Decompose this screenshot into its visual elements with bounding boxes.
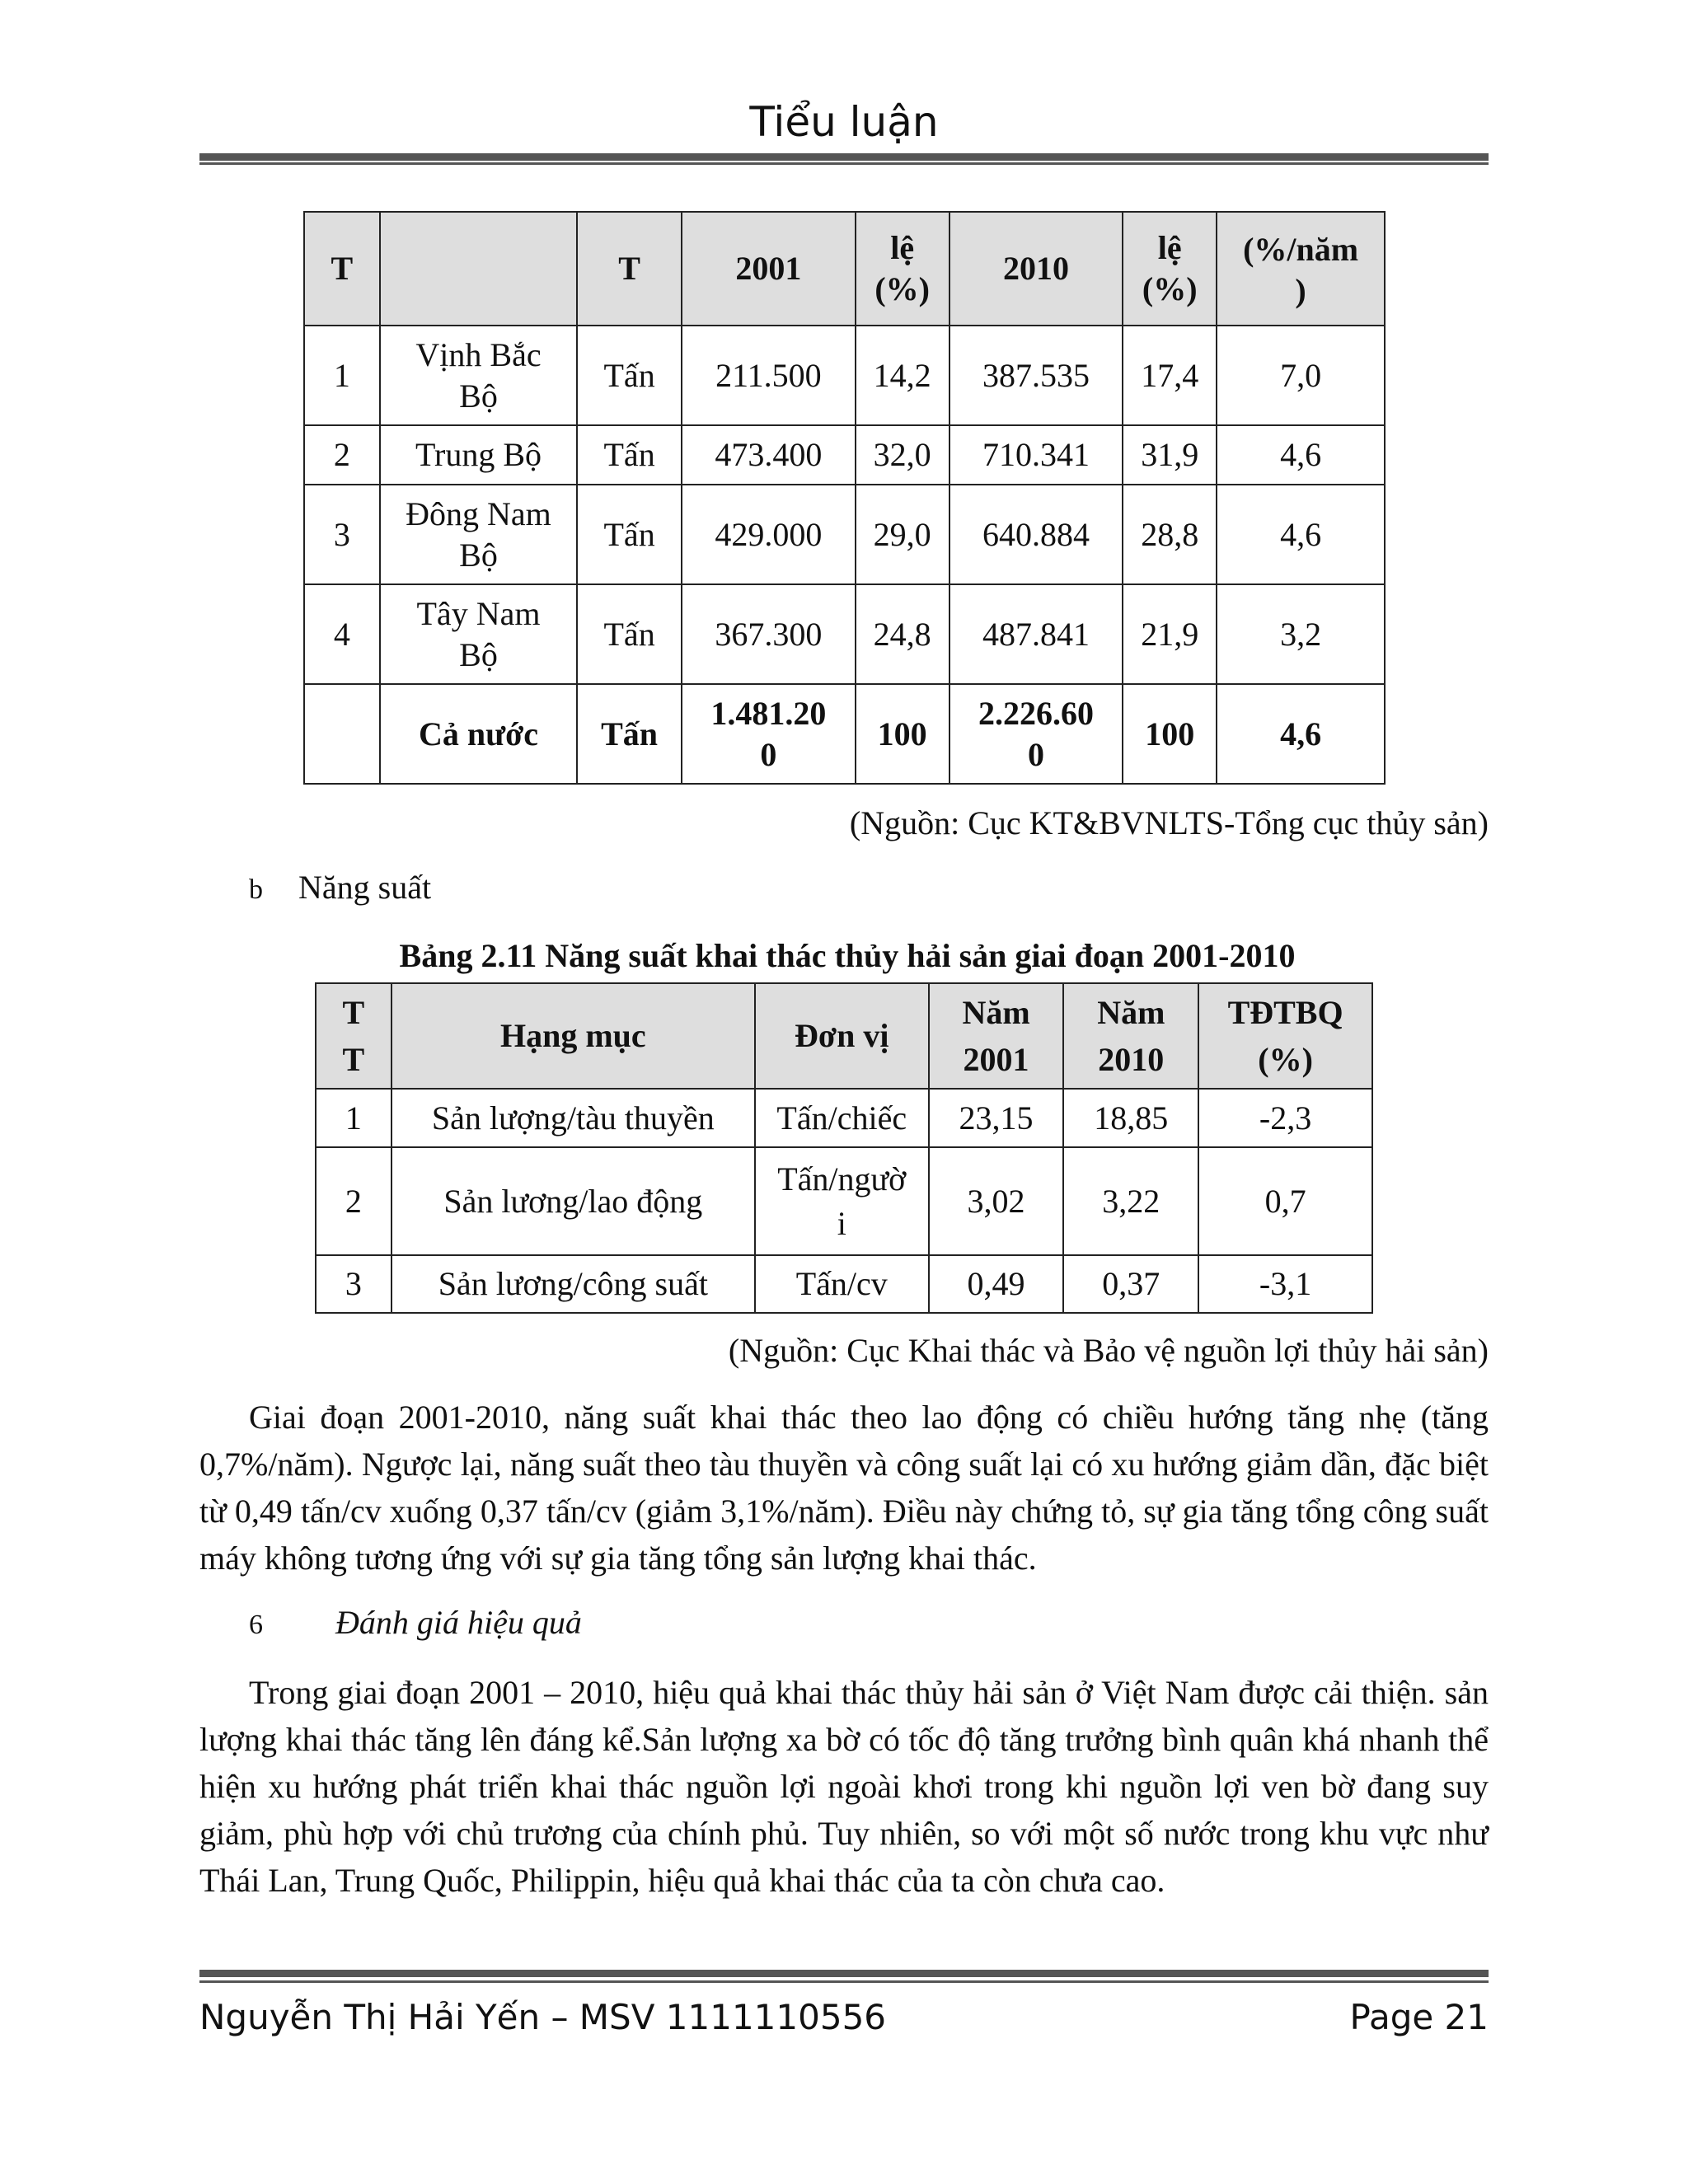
table-cell: 28,8 <box>1123 485 1217 584</box>
header-cell <box>380 212 577 326</box>
table-cell: 3,2 <box>1217 584 1385 684</box>
table-cell: 640.884 <box>950 485 1123 584</box>
header-cell: lệ (%) <box>856 212 950 326</box>
table-row <box>304 485 1385 584</box>
footer-rule-thin <box>199 1980 1489 1983</box>
list-marker: 6 <box>249 1610 263 1640</box>
table-cell: 3 <box>316 1255 392 1313</box>
table-row <box>304 584 1385 684</box>
page-header-title: Tiểu luận <box>749 98 939 146</box>
table-cell: 367.300 <box>682 584 856 684</box>
table-cell: 1 <box>304 326 380 425</box>
table-cell: 1 <box>316 1089 392 1147</box>
header-rule-thick <box>199 153 1489 161</box>
table-cell: 18,85 <box>1063 1089 1198 1147</box>
table-total-row <box>304 684 1385 784</box>
table-cell: Vịnh Bắc Bộ <box>380 326 577 425</box>
footer-rule-thick <box>199 1970 1489 1977</box>
table-cell: Sản lương/công suất <box>392 1255 755 1313</box>
table-cell: 100 <box>856 684 950 784</box>
table-cell: Tấn <box>577 684 682 784</box>
table-cell: Tấn/cv <box>755 1255 929 1313</box>
header-cell: Năm 2001 <box>929 983 1064 1089</box>
header-cell: T T <box>316 983 392 1089</box>
table-cell: 0,37 <box>1063 1255 1198 1313</box>
subheading-productivity <box>249 867 431 911</box>
table-cell: 3,02 <box>929 1147 1064 1255</box>
table-cell: 2 <box>316 1147 392 1255</box>
table-cell: 4 <box>304 584 380 684</box>
table-cell: 710.341 <box>950 425 1123 485</box>
table-row <box>316 1089 1372 1147</box>
table-cell: 29,0 <box>856 485 950 584</box>
table-cell: Tấn <box>577 485 682 584</box>
table-cell: 429.000 <box>682 485 856 584</box>
table-cell: 23,15 <box>929 1089 1064 1147</box>
header-cell: 2001 <box>682 212 856 326</box>
footer-author: Nguyễn Thị Hải Yến – MSV 1111110556 <box>199 1997 887 2037</box>
table-row <box>316 1255 1372 1313</box>
table-cell <box>304 684 380 784</box>
table-cell: 3 <box>304 485 380 584</box>
table-cell: 3,22 <box>1063 1147 1198 1255</box>
table-cell: Tây Nam Bộ <box>380 584 577 684</box>
body-paragraph: Trong giai đoạn 2001 – 2010, hiệu quả khai thác thủy hải sản ở Việt Nam được cải thiện. sản lượng khai thác tăng lên đáng kể.Sản lượng xa bờ có tốc độ tăng trưởng bình quân khá nhanh thể hiện xu hướng phát triển khai thác nguồn lợi ngoài khơi trong khi nguồn lợi ven bờ đang suy giảm, phù hợp với chủ trương của chính phủ. Tuy nhiên, so với một số nước trong khu vực như Thái Lan, Trung Quốc, Philippin, hiệu quả khai thác của ta còn chưa cao. <box>199 1674 1489 1899</box>
table-cell: Tấn/ngườ i <box>755 1147 929 1255</box>
table-cell: 31,9 <box>1123 425 1217 485</box>
table-catch-by-region <box>303 211 1386 785</box>
table-cell: 1.481.20 0 <box>682 684 856 784</box>
table-cell: 21,9 <box>1123 584 1217 684</box>
table-cell: 17,4 <box>1123 326 1217 425</box>
table-cell: Tấn <box>577 425 682 485</box>
table-row <box>304 425 1385 485</box>
table-cell: Cả nước <box>380 684 577 784</box>
table-cell: 4,6 <box>1217 485 1385 584</box>
header-cell: Năm 2010 <box>1063 983 1198 1089</box>
table-header-row <box>316 983 1372 1089</box>
table-cell: 7,0 <box>1217 326 1385 425</box>
table-cell: Sản lượng/tàu thuyền <box>392 1089 755 1147</box>
list-marker: b <box>249 874 263 905</box>
table-productivity <box>315 982 1373 1314</box>
table-cell: 4,6 <box>1217 684 1385 784</box>
table-row <box>316 1147 1372 1255</box>
table-cell: Tấn <box>577 326 682 425</box>
table-source-note: (Nguồn: Cục KT&BVNLTS-Tổng cục thủy sản) <box>849 804 1489 841</box>
table-source-note: (Nguồn: Cục Khai thác và Bảo vệ nguồn lợi thủy hải sản) <box>728 1332 1489 1369</box>
table-cell: 0,49 <box>929 1255 1064 1313</box>
table-cell: 24,8 <box>856 584 950 684</box>
table-header-row <box>304 212 1385 326</box>
header-cell: Đơn vị <box>755 983 929 1089</box>
header-cell: lệ (%) <box>1123 212 1217 326</box>
header-cell: T <box>304 212 380 326</box>
table-cell: -3,1 <box>1198 1255 1372 1313</box>
table-cell: Trung Bộ <box>380 425 577 485</box>
table-cell: 32,0 <box>856 425 950 485</box>
table-row <box>304 326 1385 425</box>
table-cell: Đông Nam Bộ <box>380 485 577 584</box>
table-cell: 2 <box>304 425 380 485</box>
table-cell: 4,6 <box>1217 425 1385 485</box>
header-cell: TĐTBQ (%) <box>1198 983 1372 1089</box>
table-cell: 211.500 <box>682 326 856 425</box>
table-cell: 2.226.60 0 <box>950 684 1123 784</box>
header-cell: (%/năm ) <box>1217 212 1385 326</box>
body-paragraph: Giai đoạn 2001-2010, năng suất khai thác theo lao động có chiều hướng tăng nhẹ (tăng 0,7%/năm). Ngược lại, năng suất theo tàu thuyền và công suất lại có xu hướng giảm dần, đặc biệt từ 0,49 tấn/cv xuống 0,37 tấn/cv (giảm 3,1%/năm). Điều này chứng tỏ, sự gia tăng tổng công suất máy không tương ứng với sự gia tăng tổng sản lượng khai thác. <box>199 1399 1489 1577</box>
header-rule-thin <box>199 162 1489 165</box>
subheading-text: Đánh giá hiệu quả <box>335 1604 582 1641</box>
table-cell: 100 <box>1123 684 1217 784</box>
table-cell: 487.841 <box>950 584 1123 684</box>
table-cell: 387.535 <box>950 326 1123 425</box>
table-caption: Bảng 2.11 Năng suất khai thác thủy hải sản giai đoạn 2001-2010 <box>399 937 1296 974</box>
header-cell: T <box>577 212 682 326</box>
table-cell: 473.400 <box>682 425 856 485</box>
header-cell: Hạng mục <box>392 983 755 1089</box>
table-cell: Tấn <box>577 584 682 684</box>
subheading-efficiency <box>249 1602 582 1646</box>
table-cell: Tấn/chiếc <box>755 1089 929 1147</box>
footer-page-number: Page 21 <box>1349 1997 1489 2037</box>
document-page <box>199 0 1489 2184</box>
subheading-text: Năng suất <box>298 869 432 906</box>
table-cell: 14,2 <box>856 326 950 425</box>
table-cell: -2,3 <box>1198 1089 1372 1147</box>
table-cell: Sản lương/lao động <box>392 1147 755 1255</box>
table-cell: 0,7 <box>1198 1147 1372 1255</box>
header-cell: 2010 <box>950 212 1123 326</box>
